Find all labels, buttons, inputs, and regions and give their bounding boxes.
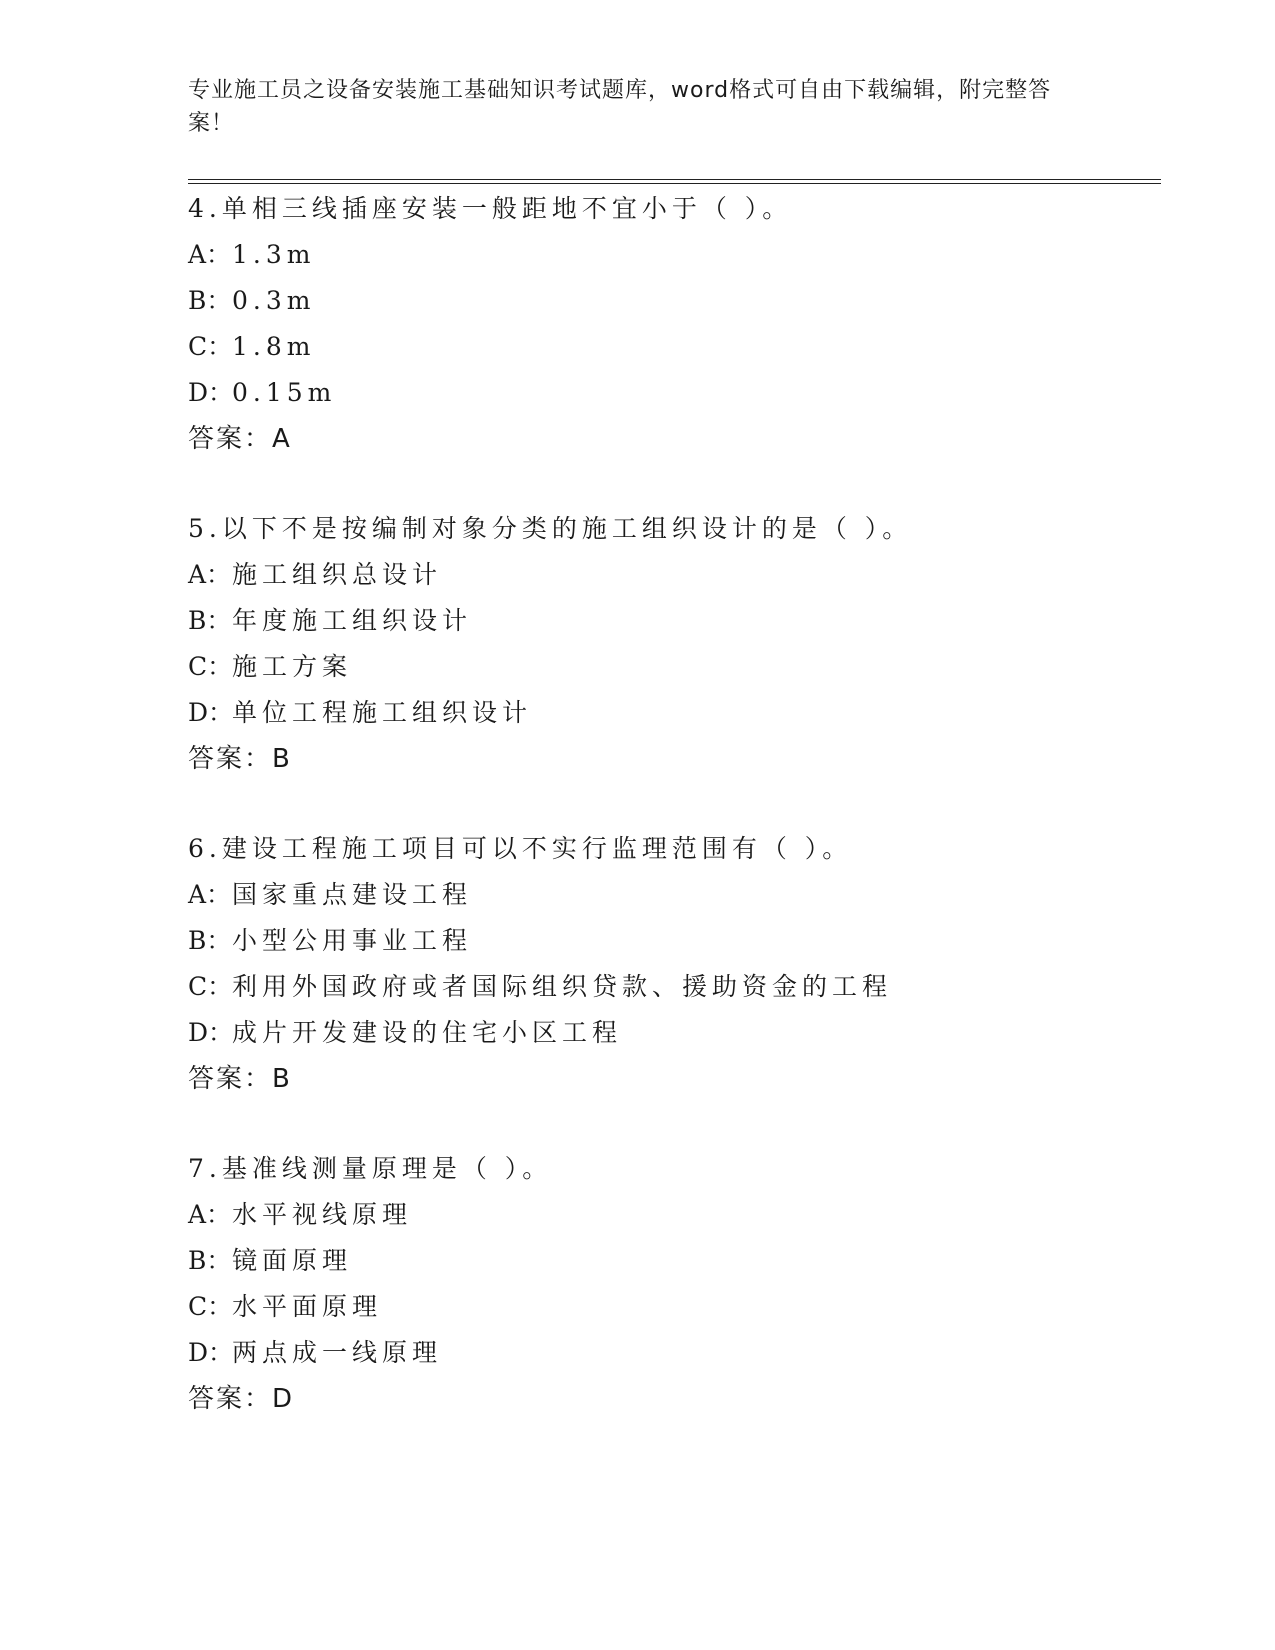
answer-line: 答案：D (188, 1384, 295, 1414)
option-label: D： (188, 1338, 234, 1367)
option-label: C： (188, 332, 233, 361)
option-text: 水平视线原理 (232, 1200, 413, 1229)
option-text: 国家重点建设工程 (232, 880, 473, 909)
option-a (188, 872, 1168, 918)
option-d (188, 690, 1168, 736)
option-label: C： (188, 652, 233, 681)
header-divider-top (188, 179, 1161, 180)
option-c (188, 644, 1168, 690)
option-text: 水平面原理 (232, 1292, 383, 1321)
question-7 (188, 1146, 1168, 1422)
option-label: B： (188, 286, 232, 315)
option-label: A： (188, 880, 232, 909)
answer-line: 答案：A (188, 424, 292, 454)
option-label: C： (188, 1292, 233, 1321)
option-text: 1.8m (232, 332, 316, 361)
document-header: 专业施工员之设备安装施工基础知识考试题库，word格式可自由下载编辑，附完整答案！ (188, 78, 1052, 136)
option-label: A： (188, 240, 232, 269)
question-stem: 5.以下不是按编制对象分类的施工组织设计的是（ ）。 (188, 514, 913, 543)
option-c (188, 964, 1168, 1010)
option-a (188, 552, 1168, 598)
option-label: C： (188, 972, 233, 1001)
option-d (188, 1330, 1168, 1376)
option-d (188, 370, 1168, 416)
question-stem: 6.建设工程施工项目可以不实行监理范围有（ ）。 (188, 834, 853, 863)
option-text: 小型公用事业工程 (232, 926, 473, 955)
option-label: B： (188, 926, 232, 955)
option-text: 0.15m (232, 378, 337, 407)
option-b (188, 1238, 1168, 1284)
option-label: A： (188, 1200, 232, 1229)
question-5 (188, 506, 1168, 782)
option-label: D： (188, 1018, 234, 1047)
option-a (188, 1192, 1168, 1238)
option-label: A： (188, 560, 232, 589)
option-a (188, 232, 1168, 278)
option-label: B： (188, 606, 232, 635)
option-text: 年度施工组织设计 (232, 606, 473, 635)
question-stem: 7.基准线测量原理是（ ）。 (188, 1154, 553, 1183)
option-text: 1.3m (232, 240, 316, 269)
option-c (188, 1284, 1168, 1330)
option-text: 0.3m (232, 286, 316, 315)
option-text: 镜面原理 (232, 1246, 353, 1275)
option-text: 成片开发建设的住宅小区工程 (232, 1018, 623, 1047)
option-b (188, 278, 1168, 324)
question-4 (188, 186, 1168, 462)
answer-line: 答案：B (188, 744, 292, 774)
answer-line: 答案：B (188, 1064, 292, 1094)
option-text: 单位工程施工组织设计 (232, 698, 533, 727)
option-label: D： (188, 378, 234, 407)
header-divider-bottom (188, 183, 1161, 184)
option-b (188, 918, 1168, 964)
option-text: 利用外国政府或者国际组织贷款、援助资金的工程 (232, 972, 893, 1001)
option-label: B： (188, 1246, 232, 1275)
question-stem: 4.单相三线插座安装一般距地不宜小于（ ）。 (188, 194, 793, 223)
question-6 (188, 826, 1168, 1102)
option-text: 施工组织总设计 (232, 560, 443, 589)
option-text: 两点成一线原理 (232, 1338, 443, 1367)
option-d (188, 1010, 1168, 1056)
option-b (188, 598, 1168, 644)
option-label: D： (188, 698, 234, 727)
option-text: 施工方案 (232, 652, 353, 681)
option-c (188, 324, 1168, 370)
